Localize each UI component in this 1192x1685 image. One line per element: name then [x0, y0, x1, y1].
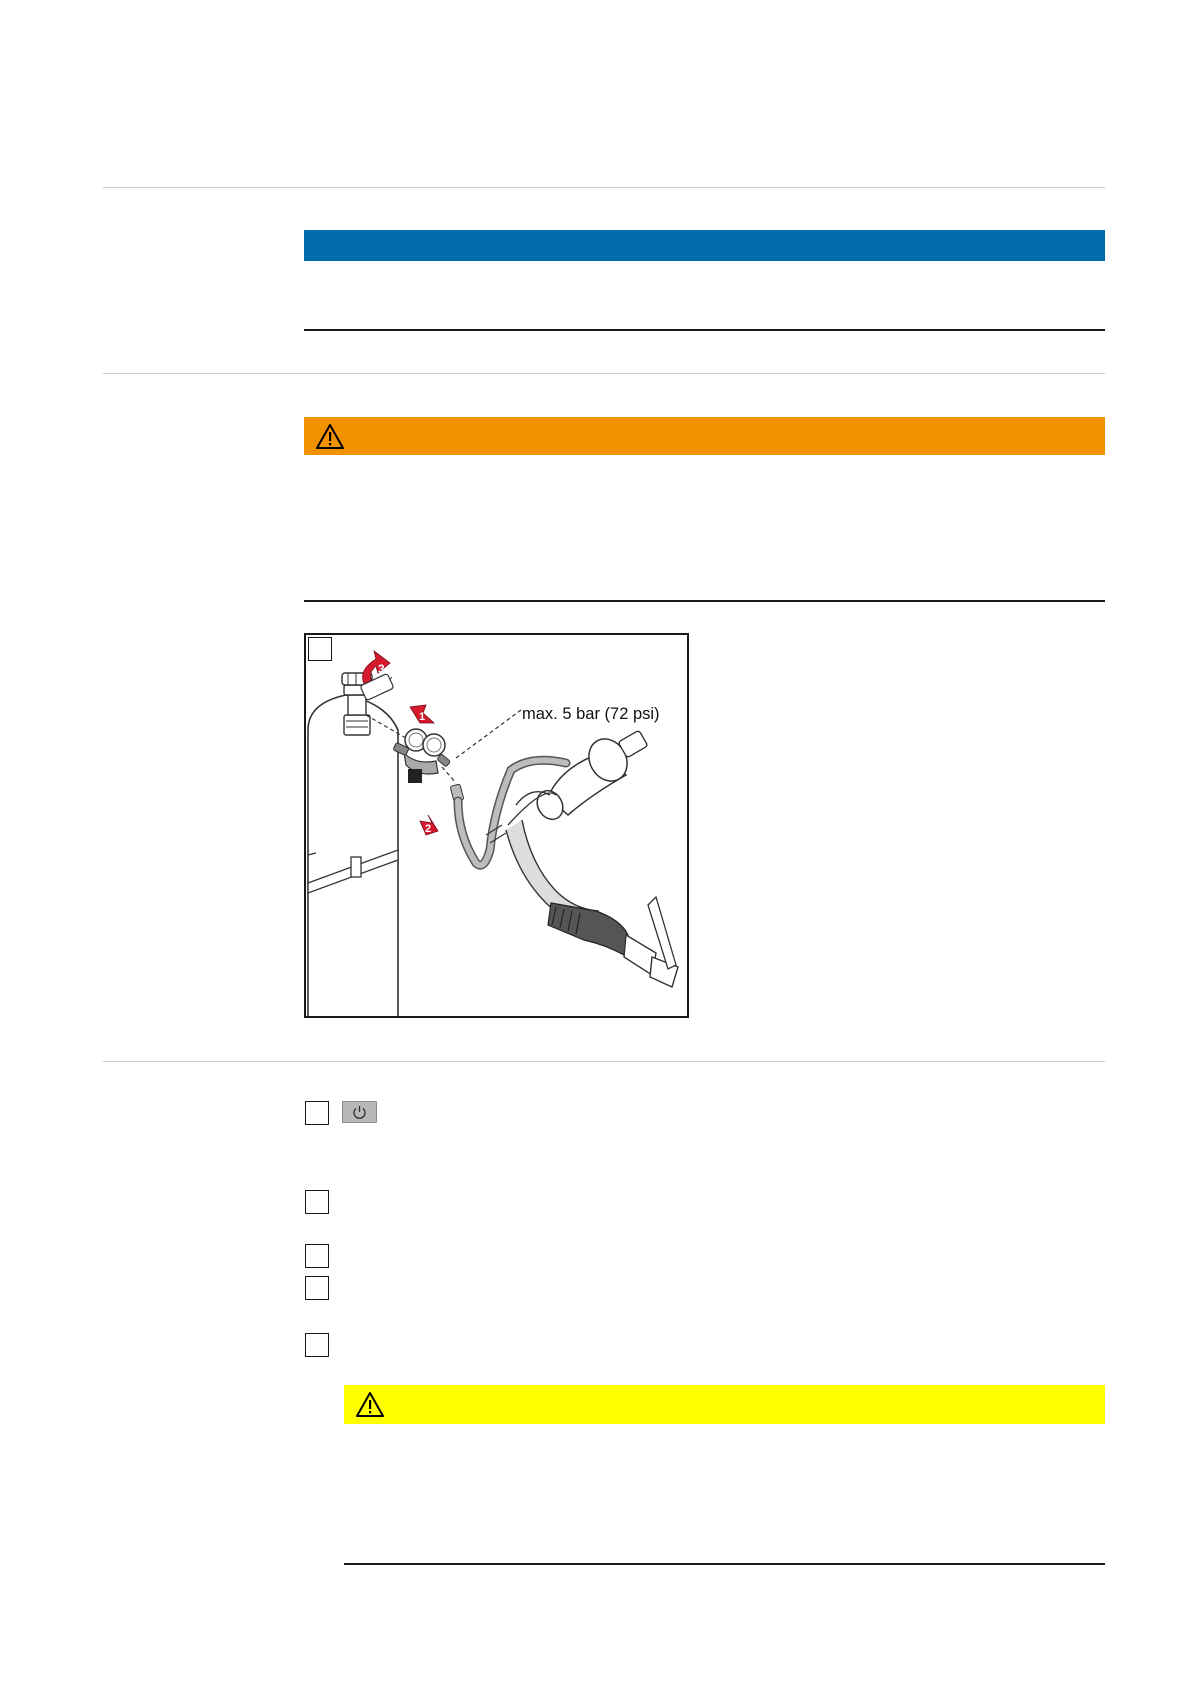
- section-divider-1: [103, 187, 1105, 188]
- gas-cylinder-connection-figure: [304, 633, 689, 1018]
- step-checkbox-4: [305, 1276, 329, 1300]
- note-bottom-rule: [304, 329, 1105, 331]
- step-checkbox-5: [305, 1333, 329, 1357]
- gas-cylinder-illustration: [306, 635, 689, 1018]
- section-divider-3: [103, 1061, 1105, 1062]
- arrow-number-1: 1: [419, 711, 426, 723]
- note-header-bar: [304, 230, 1105, 261]
- step-checkbox-2: [305, 1190, 329, 1214]
- warning-header-bar: [304, 417, 1105, 455]
- power-button: [342, 1101, 377, 1123]
- warning-bottom-rule: [304, 600, 1105, 602]
- section-divider-2: [103, 373, 1105, 374]
- caution-header-bar: [344, 1385, 1105, 1424]
- caution-triangle-icon: [355, 1391, 385, 1418]
- caution-bottom-rule: [344, 1563, 1105, 1565]
- arrow-number-2: 2: [425, 823, 432, 835]
- step-checkbox-1: [305, 1101, 329, 1125]
- power-icon: [343, 1102, 376, 1122]
- arrow-number-3: 3: [378, 662, 385, 676]
- warning-triangle-icon: [315, 423, 345, 450]
- max-pressure-label: max. 5 bar (72 psi): [522, 705, 660, 723]
- step-checkbox-3: [305, 1244, 329, 1268]
